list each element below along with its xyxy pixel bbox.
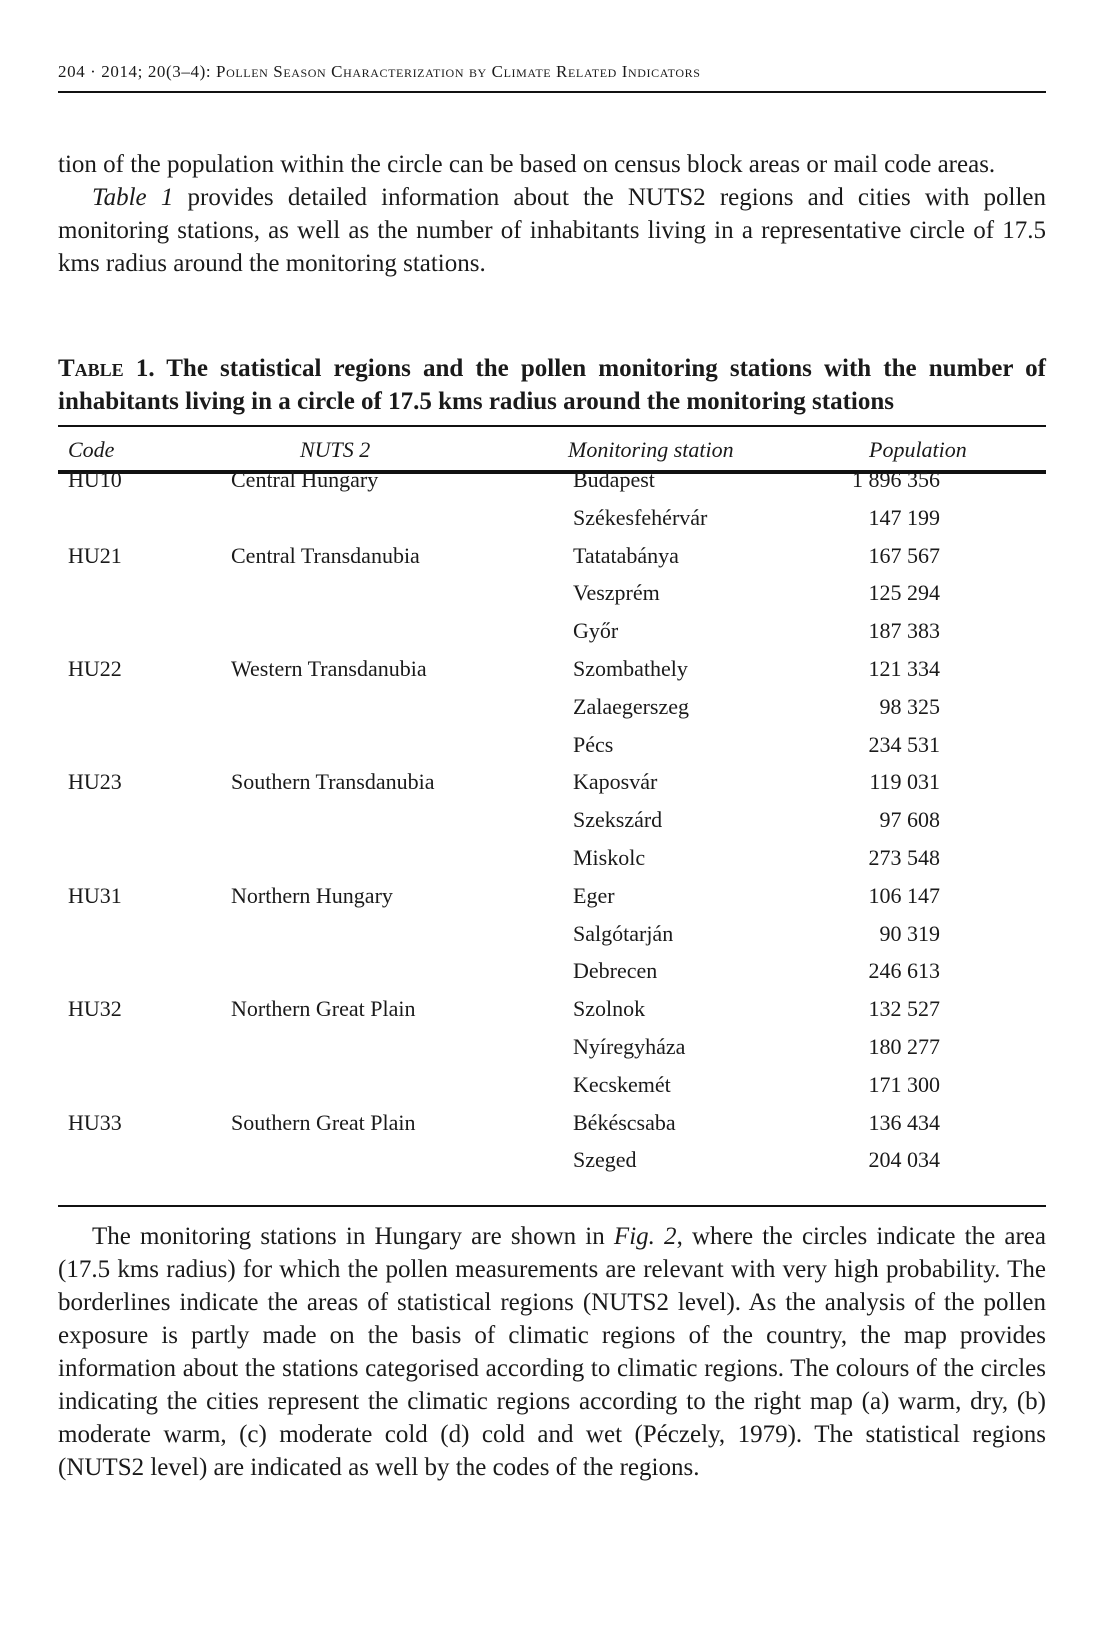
cell-population: 180 277 <box>868 1034 940 1059</box>
cell-code: HU21 <box>68 542 122 568</box>
cell-population: 1 896 356 <box>852 467 940 492</box>
cell-nuts2: Northern Hungary <box>231 882 393 908</box>
cell-code: HU31 <box>68 882 122 908</box>
cell-code: HU22 <box>68 656 122 681</box>
cell-nuts2: Southern Transdanubia <box>231 769 435 795</box>
cell-nuts2: Western Transdanubia <box>231 656 427 681</box>
cell-code: HU33 <box>68 1109 122 1135</box>
cell-population: 136 434 <box>868 1109 940 1135</box>
figure-reference: Fig. 2 <box>613 1223 677 1250</box>
table-bottom-rule <box>58 1205 1046 1207</box>
cell-station: Székesfehérvár <box>573 504 708 530</box>
cell-station: Tatatabánya <box>573 542 679 568</box>
cell-population: 234 531 <box>868 731 940 757</box>
cell-code: HU23 <box>68 769 122 795</box>
cell-code: HU10 <box>68 467 122 492</box>
table-caption <box>58 352 1046 418</box>
column-header-station: Monitoring station <box>568 437 734 462</box>
cell-code: HU32 <box>68 996 122 1022</box>
table-caption-text: The statistical regions and the pollen monitoring stations with the number of inhabitants living in a circle of 17.5 kms radius around the monitoring stations <box>58 355 1046 415</box>
cell-population: 246 613 <box>868 958 940 984</box>
paragraph-2 <box>58 181 1046 280</box>
cell-station: Nyíregyháza <box>573 1034 686 1059</box>
cell-station: Miskolc <box>573 845 646 870</box>
cell-population: 132 527 <box>868 996 940 1022</box>
cell-population: 204 034 <box>868 1147 940 1173</box>
cell-nuts2: Central Transdanubia <box>231 542 420 568</box>
running-head-title: Pollen Season Characterization by Climate Related Indicators <box>216 62 701 81</box>
cell-population: 98 325 <box>879 693 940 719</box>
cell-population: 147 199 <box>868 504 940 530</box>
cell-station: Zalaegerszeg <box>573 693 690 719</box>
cell-station: Szombathely <box>573 656 688 681</box>
cell-population: 167 567 <box>868 542 940 568</box>
paragraph-3-text-b: , where the circles indicate the area (17.5 kms radius) for which the pollen measurements are relevant with very high probability. The borderlines indicate the areas of statistical regions (NUTS2 level). As the analysis of the pollen exposure is partly made on the basis of climatic regions of the country, the map provides information about the stations categorised according to climatic regions. The colours of the circles indicating the cities represent the climatic regions according to the right map (a) warm, dry, (b) moderate warm, (c) moderate cold (d) cold and wet (Péczely, 1979). The statistical regions (NUTS2 level) are indicated as well by the codes of the regions. <box>58 1223 1046 1481</box>
running-head <box>58 62 1046 82</box>
paragraph-3-text-a: The monitoring stations in Hungary are shown in <box>92 1223 614 1250</box>
cell-station: Szolnok <box>573 996 646 1022</box>
column-header-nuts2: NUTS 2 <box>300 437 371 462</box>
cell-station: Eger <box>573 882 615 908</box>
cell-nuts2: Northern Great Plain <box>231 996 416 1022</box>
cell-station: Szeged <box>573 1147 637 1173</box>
paragraph-intro <box>58 148 1046 280</box>
cell-population: 106 147 <box>868 882 940 908</box>
cell-station: Győr <box>573 618 619 644</box>
column-header-code: Code <box>68 437 115 462</box>
cell-station: Békéscsaba <box>573 1109 676 1135</box>
table-top-rule <box>58 425 1046 427</box>
cell-population: 121 334 <box>868 656 940 681</box>
cell-station: Budapest <box>573 467 655 492</box>
paragraph-2-text: provides detailed information about the NUTS2 regions and cities with pollen monitoring stations, as well as the number of inhabitants living in a representative circle of 17.5 kms radius around the monitoring stations. <box>58 184 1046 277</box>
table-reference: Table 1 <box>92 184 174 211</box>
column-header-population: Population <box>869 437 967 462</box>
cell-population: 125 294 <box>868 580 940 606</box>
cell-population: 119 031 <box>869 769 940 795</box>
cell-nuts2: Southern Great Plain <box>231 1109 416 1135</box>
cell-population: 273 548 <box>868 845 940 870</box>
cell-population: 187 383 <box>868 618 940 644</box>
cell-station: Pécs <box>573 731 614 757</box>
header-rule <box>58 91 1046 93</box>
cell-station: Kecskemét <box>573 1071 671 1097</box>
cell-population: 171 300 <box>868 1071 940 1097</box>
table-caption-label: Table 1. <box>58 355 155 382</box>
cell-station: Kaposvár <box>573 769 658 795</box>
cell-station: Veszprém <box>573 580 660 606</box>
cell-station: Szekszárd <box>573 807 663 833</box>
cell-population: 90 319 <box>879 920 940 946</box>
cell-station: Salgótarján <box>573 920 674 946</box>
cell-population: 97 608 <box>879 807 940 833</box>
running-head-prefix: 204 · 2014; 20(3–4): <box>58 62 217 81</box>
cell-station: Debrecen <box>573 958 658 984</box>
paragraph-3 <box>58 1220 1046 1484</box>
cell-nuts2: Central Hungary <box>231 467 379 492</box>
paragraph-1: tion of the population within the circle can be based on census block areas or mail code areas. <box>58 151 996 178</box>
